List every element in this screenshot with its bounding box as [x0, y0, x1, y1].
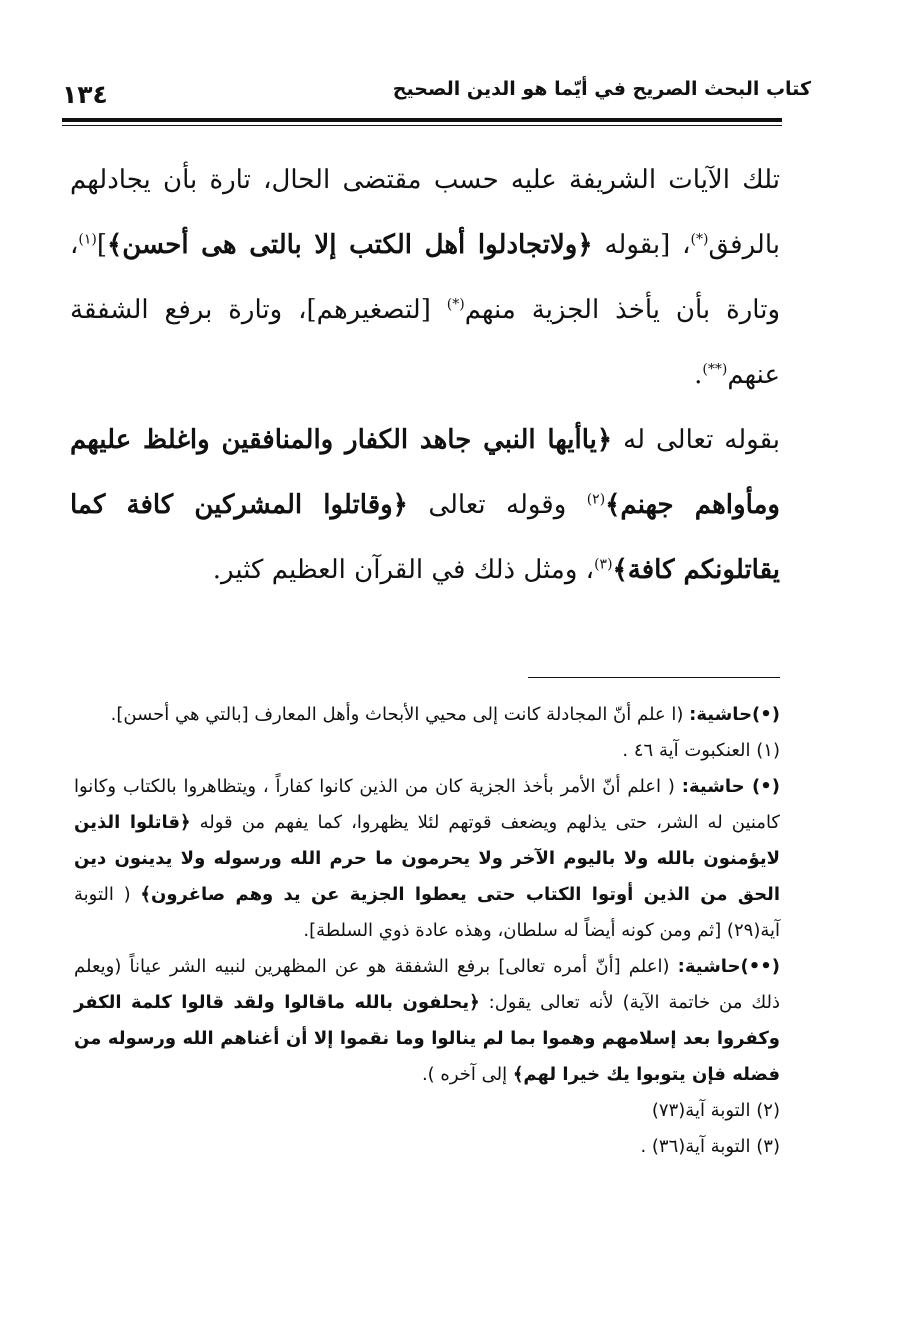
text-run: وقوله تعالى	[407, 490, 587, 520]
footnote-text: ( اعلم أنّ الأمر بأخذ الجزية كان من الذين كانوا كفاراً ، ويتظاهروا بالكتاب وكانوا كامنين له الشر، حتى يذلهم ويضعف قوتهم لئلا يظهروا، كما يفهم من قوله	[74, 776, 780, 833]
text-run: .	[694, 360, 703, 390]
quran-verse: ﴿قاتلوا الذين لايؤمنون بالله ولا باليوم الآخر ولا يحرمون ما حرم الله ورسوله ولا يدينون دين الحق من الذين أوتوا الكتاب حتى يعطوا الجزية عن يد وهم صاغرون﴾	[74, 812, 780, 905]
page-number: ١٣٤	[62, 80, 108, 109]
footnote-5: (٢) التوبة آية(٧٣)	[651, 1100, 780, 1121]
footnote-4	[74, 949, 780, 1093]
footnote-6: (٣) التوبة آية(٣٦) .	[640, 1136, 780, 1157]
quran-verse: ﴿ياأيها النبي جاهد الكفار والمنافقين واغلظ عليهم ومأواهم جهنم﴾	[70, 425, 780, 520]
text-run: تلك الآيات الشريفة عليه حسب مقتضى الحال، تارة بأن يجادلهم بالرفق	[70, 165, 781, 260]
footnote-label: (••)حاشية:	[677, 956, 780, 977]
body-paragraph-1	[70, 148, 780, 408]
quran-verse: ﴿وقاتلوا المشركين كافة كما يقاتلونكم كافة﴾	[70, 490, 780, 585]
footnote-2: (١) العنكبوت آية ٤٦ .	[622, 740, 780, 761]
footnote-marker: (٢)	[586, 491, 606, 508]
footnote-3	[74, 769, 780, 949]
body-paragraph-2	[70, 408, 780, 603]
footnote-text: (ا علم أنّ المجادلة كانت إلى محيي الأبحاث وأهل المعارف [بالتي هي أحسن].	[110, 704, 690, 725]
text-run: ، [بقوله	[592, 230, 691, 260]
footnote-text: إلى آخره ).	[421, 1064, 513, 1085]
footnote-1	[74, 697, 780, 733]
text-run: [لتصغيرهم]، وتارة برفع الشفقة عنهم	[70, 295, 780, 390]
footnote-label: (•)حاشية:	[689, 704, 780, 725]
footnote-marker: (٣)	[594, 556, 613, 573]
text-run: ، ومثل ذلك في القرآن العظيم كثير.	[212, 555, 595, 585]
footnote-text: ( التوبة آية(٢٩) [ثم ومن كونه أيضاً له سلطان، وهذه عادة ذوي السلطة].	[74, 884, 780, 941]
header-rule-thin	[62, 125, 782, 126]
header-rule-thick	[62, 118, 782, 122]
quran-verse: ﴿يحلفون بالله ماقالوا ولقد قالوا كلمة الكفر وكفروا بعد إسلامهم وهموا بما لم ينالوا وما نقموا إلا أن أغناهم الله ورسوله من فضله فإن يتوبوا يك خيرا لهم﴾	[74, 992, 780, 1085]
footnote-label: (•) حاشية:	[681, 776, 780, 797]
footnotes-section	[74, 697, 780, 1165]
footnote-text: (اعلم [أنّ أمره تعالى] برفع الشفقة هو عن المظهرين لنبيه الشر عياناً (ويعلم ذلك من خاتمة الآية) لأنه تعالى يقول:	[74, 956, 781, 1013]
footnote-marker: (١)	[78, 231, 97, 248]
footnote-separator	[528, 677, 780, 678]
text-run: بقوله تعالى له	[612, 425, 780, 455]
footnote-marker: (**)	[702, 361, 728, 378]
quran-verse: ﴿ولاتجادلوا أهل الكتب إلا بالتى هى أحسن﴾	[107, 230, 593, 260]
text-run: ، وتارة بأن يأخذ الجزية منهم	[70, 230, 780, 325]
main-text	[70, 148, 780, 603]
running-header-title: كتاب البحث الصريح في أيّما هو الدين الصحيح	[392, 78, 811, 100]
footnote-marker: (*)	[446, 296, 465, 313]
text-run: ]	[96, 230, 108, 260]
footnote-marker: (*)	[690, 231, 709, 248]
